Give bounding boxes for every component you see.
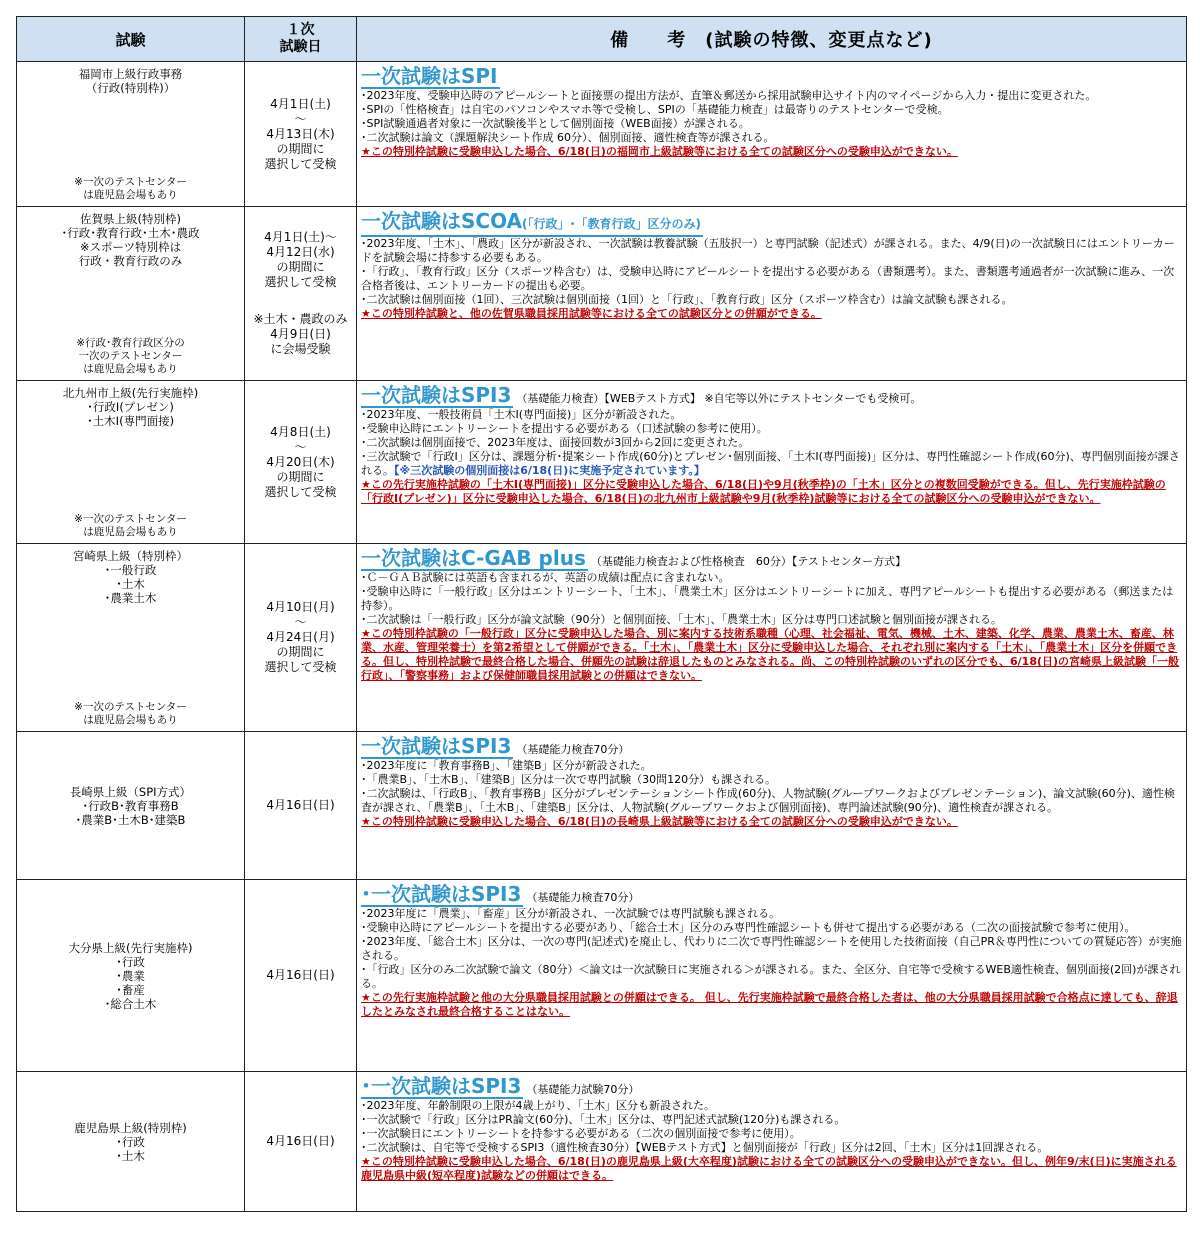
date-cell	[245, 207, 357, 381]
date-cell-inner	[245, 600, 356, 675]
notes-cell	[357, 732, 1187, 880]
note-line: ･2023年度、一般技術員「土木Ⅰ(専門面接)」区分が新設された。	[361, 408, 682, 421]
date-line: ～	[294, 439, 307, 454]
exam-title-line: ･農業	[116, 968, 145, 983]
date-cell	[245, 1072, 357, 1212]
exam-cell	[17, 880, 245, 1072]
note-line: ･2023年度、「総合土木」区分は、一次の専門(記述式)を廃止し、代わりに二次で専門性確認シートを使用した技術面接（自己PR＆専門性についての質疑応答）が実施される。	[361, 935, 1182, 962]
date-line: ～	[294, 111, 307, 126]
heading-line	[361, 883, 1182, 907]
exam-title-line: 鹿児島県上級(特別枠)	[74, 1120, 187, 1135]
date-extra	[253, 312, 347, 357]
exam-note-line: ※一次のテストセンター	[74, 175, 187, 188]
header-note: 備 考 (試験の特徴、変更点など)	[357, 17, 1187, 62]
date-cell-inner	[245, 97, 356, 172]
notes-heading-note: （基礎能力検査）【WEBテスト方式】 ※自宅等以外にテストセンターでも受検可。	[516, 392, 922, 405]
notes-cell	[357, 880, 1187, 1072]
date-line: 4月1日(土)～	[264, 230, 337, 244]
note-line: ･受験申込時にアピールシートを提出する必要があり、「総合土木」区分のみ専門性確認シートも併せて提出する必要がある（二次の面接試験で参考に使用）。	[361, 921, 1136, 934]
table-row	[17, 544, 1187, 732]
notes-heading: 一次試験はSPI3	[361, 734, 512, 758]
notes-heading-note: （基礎能力検査70分）	[526, 891, 640, 904]
exam-title-line: 長崎県上級（SPI方式）	[69, 784, 192, 799]
note-line: ･二次試験は「一般行政」区分が論文試験（90分）と個別面接、「土木」、「農業土木」区分は専門口述試験と個別面接が課される。	[361, 613, 1002, 626]
header-exam: 試験	[17, 17, 245, 62]
date-line: の期間に	[276, 260, 325, 274]
heading-line	[361, 1075, 1182, 1099]
notes-heading: 一次試験はSCOA(「行政」･「教育行政」区分のみ)	[361, 210, 703, 237]
notes-cell	[357, 544, 1187, 732]
note-line: ･「行政」区分のみ二次試験で論文（80分）＜論文は一次試験日に実施される＞が課される。また、全区分、自宅等で受検するWEB適性検査、個別面接(2回)が課される。	[361, 963, 1181, 990]
date-line: 4月10日(月)	[266, 600, 335, 614]
date-extra-line: 4月9日(日)	[270, 327, 331, 341]
exam-note-line: は鹿児島会場もあり	[83, 713, 178, 726]
heading-line	[361, 384, 1182, 408]
date-line: 選択して受検	[264, 156, 337, 171]
note-line: ･三次試験で「行政Ⅰ」区分は、課題分析･提案シート作成(60分)とプレゼン･個別面接、「土木Ⅰ(専門面接)」区分は、専門性確認シート作成(60分)、専門個別面接が課される。【※三次試験の個別面接は6/18(日)に実施予定されています。】	[361, 450, 1180, 477]
exam-title	[19, 386, 242, 428]
note-line: ･二次試験は論文（課題解決シート作成 60分）、個別面接、適性検査等が課される。	[361, 131, 775, 144]
note-line: ･受験申込時に「一般行政」区分はエントリーシート、「土木」、「農業土木」区分はエントリーシートに加え、専門アピールシートも提出する必要がある（郵送または持参）。	[361, 585, 1174, 612]
date-line: 選択して受検	[264, 275, 337, 289]
exam-cell	[17, 544, 245, 732]
exam-title-line: ･農業B･土木B･建築B	[75, 812, 186, 827]
date-line: 4月8日(土)	[270, 424, 331, 439]
exam-note	[19, 513, 242, 539]
date-cell-inner	[245, 1134, 356, 1149]
note-line: ･2023年度に「教育事務B」、「建築B」区分が新設された。	[361, 759, 652, 772]
exam-note-line: 一次のテストセンター	[78, 349, 183, 362]
date-line: 4月13日(木)	[266, 126, 335, 141]
note-line: ･SPIの「性格検査」は自宅のパソコンやスマホ等で受検し、SPIの「基礎能力検査」は最寄りのテストセンターで受検。	[361, 103, 949, 116]
date-cell-inner	[245, 425, 356, 500]
table-row	[17, 207, 1187, 381]
exam-note-line: ※行政･教育行政区分の	[76, 336, 185, 349]
note-line: ･「行政」、「教育行政」区分（スポーツ枠含む）は、受験申込時にアピールシートを提出する必要がある（書類選考）。また、書類選考通過者が一次試験に進み、一次合格者後は、エントリーカードの提出も必要。	[361, 265, 1175, 292]
date-cell-inner	[245, 230, 356, 357]
date-line: 4月16日(日)	[266, 1134, 335, 1148]
table-row	[17, 62, 1187, 207]
date-line: 4月1日(土)	[270, 96, 331, 111]
exam-note-line: は鹿児島会場もあり	[83, 188, 178, 201]
exam-note	[19, 176, 242, 202]
date-line: 4月20日(木)	[266, 454, 335, 469]
exam-title-line: 福岡市上級行政事務	[78, 66, 183, 81]
note-warning: ★この先行実施枠試験の「土木Ⅰ(専門面接)」区分に受験申込した場合、6/18(日)や9月(秋季枠)の「土木」区分との複数回受験ができる。但し、先行実施枠試験の「行政Ⅰ(プレゼン)」区分に受験申込した場合、6/18(日)の北九州市上級試験や9月(秋季枠)試験等における全ての試験区分への受験申込ができない。	[361, 478, 1166, 505]
exam-title	[19, 941, 242, 1011]
exam-title-line: 大分県上級(先行実施枠)	[68, 940, 193, 955]
header-date	[245, 17, 357, 62]
exam-note-line: ※一次のテストセンター	[74, 512, 187, 525]
exam-title	[19, 549, 242, 605]
date-cell	[245, 544, 357, 732]
note-warning: ★この特別枠試験の「一般行政」区分に受験申込した場合、別に案内する技術系職種（心理、社会福祉、電気、機械、土木、建築、化学、農業、農業土木、畜産、林業、水産、管理栄養士）を第2希望として併願ができる。「土木」、「農業土木」区分に受験申込した場合、それぞれ別に案内する「土木」、「農業土木」区分を併願できる。但し、特別枠試験で最終合格した場合、併願先の試験は辞退したものとみなされる。尚、この特別枠試験のいずれの区分でも、6/18(日)の宮崎県上級試験「一般行政」、「警察事務」および保健師職員採用試験との併願はできない。	[361, 627, 1180, 682]
exam-title-line: （行政(特別枠)）	[85, 80, 176, 95]
date-extra-line: に会場受験	[270, 342, 331, 356]
note-line: ･2023年度、受験申込時のアピールシートと面接票の提出方法が、直筆＆郵送から採用試験申込サイト内のマイページから入力・提出に変更された。	[361, 89, 1097, 102]
date-line: の期間に	[276, 141, 325, 156]
note-line: ･二次試験は、自宅等で受検するSPI3（適性検査30分）【WEBテスト方式】と個別面接が「行政」区分は2回、「土木」区分は1回課される。	[361, 1141, 1049, 1154]
note-line: ･2023年度、「土木」、「農政」区分が新設され、一次試験は教養試験（五肢択一）と専門試験（記述式）が課される。また、4/9(日)の一次試験日にはエントリーカードを試験会場に持参する必要もある。	[361, 237, 1175, 264]
exam-title	[19, 1121, 242, 1163]
date-cell-inner	[245, 968, 356, 983]
date-line: 4月16日(日)	[266, 798, 335, 812]
notes-heading: 一次試験はSPI3	[361, 383, 512, 407]
exam-title-line: ※スポーツ特別枠は	[79, 239, 182, 254]
date-line: の期間に	[276, 645, 325, 659]
date-extra-line: ※土木・農政のみ	[253, 312, 348, 326]
exam-cell	[17, 1072, 245, 1212]
exam-title-line: ･畜産	[116, 982, 145, 997]
note-line: ･2023年度に「農業」、「畜産」区分が新設され、一次試験では専門試験も課される。	[361, 907, 781, 920]
exam-title-line: ･一般行政	[104, 562, 157, 577]
note-line: ･2023年度、年齢制限の上限が4歳上がり、「土木」区分も新設された。	[361, 1099, 715, 1112]
note-warning: ★この特別枠試験に受験申込した場合、6/18(日)の福岡市上級試験等における全ての試験区分への受験申込ができない。	[361, 145, 958, 158]
notes-heading: 一次試験はSPI	[361, 64, 498, 88]
date-line: 選択して受検	[264, 484, 337, 499]
date-line: 4月24日(月)	[266, 630, 335, 644]
note-line: ･二次試験は個別面接（1回）、三次試験は個別面接（1回）と「行政」、「教育行政」区分（スポーツ枠含む）は論文試験も課される。	[361, 293, 1013, 306]
exam-cell	[17, 381, 245, 544]
note-blue-remark: 【※三次試験の個別面接は6/18(日)に実施予定されています。】	[394, 464, 705, 477]
exam-title	[19, 785, 242, 827]
note-warning: ★この先行実施枠試験と他の大分県職員採用試験との併願はできる。 但し、先行実施枠試験で最終合格した者は、他の大分県職員採用試験で合格点に達しても、辞退したとみなされ最終合格することはない。	[361, 991, 1178, 1018]
notes-heading-tail: (「行政」･「教育行政」区分のみ)	[522, 217, 702, 231]
exam-cell-inner	[17, 382, 244, 543]
exam-title-line: ･総合土木	[104, 996, 157, 1011]
exam-title-line: 行政・教育行政のみ	[78, 253, 183, 268]
table-row	[17, 1072, 1187, 1212]
date-cell	[245, 880, 357, 1072]
notes-heading: ･一次試験はSPI3	[361, 882, 522, 906]
note-line: ･一次試験で「行政」区分はPR論文(60分)、「土木」区分は、専門記述式試験(120分)も課される。	[361, 1113, 846, 1126]
date-cell-inner	[245, 798, 356, 813]
notes-heading: ･一次試験はSPI3	[361, 1074, 522, 1098]
exam-title-line: ･行政Ⅰ(プレゼン)	[87, 399, 174, 414]
date-line: 4月12日(水)	[266, 245, 335, 259]
exam-cell	[17, 62, 245, 207]
exam-note	[19, 701, 242, 727]
exam-cell-inner	[17, 545, 244, 731]
exam-cell-inner	[17, 881, 244, 1071]
exam-note-line: ※一次のテストセンター	[74, 700, 187, 713]
notes-heading-note: （基礎能力検査70分）	[516, 743, 630, 756]
date-line: の期間に	[276, 469, 325, 484]
exam-title-line: 佐賀県上級(特別枠)	[80, 211, 181, 226]
exam-title-line: ･農業土木	[104, 590, 157, 605]
date-line: 選択して受検	[264, 660, 337, 674]
heading-line	[361, 65, 1182, 89]
table-row	[17, 381, 1187, 544]
table-body	[17, 62, 1187, 1212]
table-row	[17, 732, 1187, 880]
notes-cell	[357, 207, 1187, 381]
notes-cell	[357, 381, 1187, 544]
exam-cell-inner	[17, 63, 244, 206]
date-cell	[245, 732, 357, 880]
exam-title-line: ･行政B･教育事務B	[82, 798, 179, 813]
table-row	[17, 880, 1187, 1072]
exam-title-line: ･行政	[116, 1134, 145, 1149]
exam-cell	[17, 207, 245, 381]
note-warning: ★この特別枠試験と、他の佐賀県職員採用試験等における全ての試験区分との併願ができる。	[361, 307, 822, 320]
notes-cell	[357, 62, 1187, 207]
exam-cell-inner	[17, 733, 244, 879]
note-warning: ★この特別枠試験に受験申込した場合、6/18(日)の長崎県上級試験等における全ての試験区分への受験申込ができない。	[361, 815, 958, 828]
exam-title-line: ･行政	[116, 954, 145, 969]
notes-cell	[357, 1072, 1187, 1212]
exam-note-line: は鹿児島会場もあり	[83, 362, 178, 375]
exam-cell-inner	[17, 208, 244, 380]
note-line: ･二次試験は、「行政B」、「教育事務B」区分がプレゼンテーションシート作成(60分)、人物試験(グループワークおよびプレゼンテーション)、論文試験(60分)、適性検査が課され、「農業B」、「土木B」、「建築B」区分は、人物試験(グループワークおよび個別面接)、専門論述試験(90分)、適性検査が課される。	[361, 787, 1175, 814]
note-line: ･受験申込時にエントリーシートを提出する必要がある（口述試験の参考に使用）。	[361, 422, 768, 435]
note-line: ･SPI試験通過者対象に一次試験後半として個別面接（WEB面接）が課される。	[361, 117, 750, 130]
exam-cell-inner	[17, 1073, 244, 1211]
exam-title	[19, 212, 242, 268]
exam-title-line: ･土木Ⅰ(専門面接)	[86, 413, 175, 428]
exam-title	[19, 67, 242, 95]
heading-line	[361, 547, 1182, 571]
date-line: 4月16日(日)	[266, 968, 335, 982]
exam-note-line: は鹿児島会場もあり	[83, 525, 178, 538]
note-line: ･Ｃ－ＧＡＢ試験には英語も含まれるが、英語の成績は配点に含まれない。	[361, 571, 730, 584]
date-line: ～	[294, 615, 307, 629]
header-row	[17, 17, 1187, 62]
note-warning: ★この特別枠試験に受験申込した場合、6/18(日)の鹿児島県上級(大卒程度)試験における全ての試験区分への受験申込ができない。但し、例年9/末(日)に実施される鹿児島県中級(短卒程度)試験などの併願はできる。	[361, 1155, 1177, 1182]
notes-heading: 一次試験はC-GAB plus	[361, 546, 586, 570]
note-line: ･一次試験日にエントリーシートを持参する必要がある（二次の個別面接で参考に使用）。	[361, 1127, 801, 1140]
exam-note	[19, 337, 242, 376]
notes-heading-note: （基礎能力検査および性格検査 60分）【テストセンター方式】	[590, 555, 907, 568]
exam-title-line: 宮崎県上級（特別枠）	[73, 548, 188, 563]
exam-title-line: 北九州市上級(先行実施枠)	[62, 385, 199, 400]
date-cell	[245, 381, 357, 544]
exam-title-line: ･土木	[116, 576, 145, 591]
heading-line	[361, 735, 1182, 759]
exam-schedule-table	[16, 16, 1187, 1212]
header-date-line1: １次	[286, 22, 315, 38]
heading-line	[361, 210, 1182, 237]
note-line: ･二次試験は個別面接で、2023年度は、面接回数が3回から2回に変更された。	[361, 436, 750, 449]
exam-cell	[17, 732, 245, 880]
notes-heading-note: （基礎能力試験70分）	[526, 1083, 640, 1096]
exam-title-line: ･行政･教育行政･土木･農政	[61, 225, 200, 240]
date-cell	[245, 62, 357, 207]
note-line: ･「農業B」、「土木B」、「建築B」区分は一次で専門試験（30問120分）も課される。	[361, 773, 777, 786]
exam-title-line: ･土木	[116, 1148, 145, 1163]
header-date-line2: 試験日	[279, 39, 322, 55]
